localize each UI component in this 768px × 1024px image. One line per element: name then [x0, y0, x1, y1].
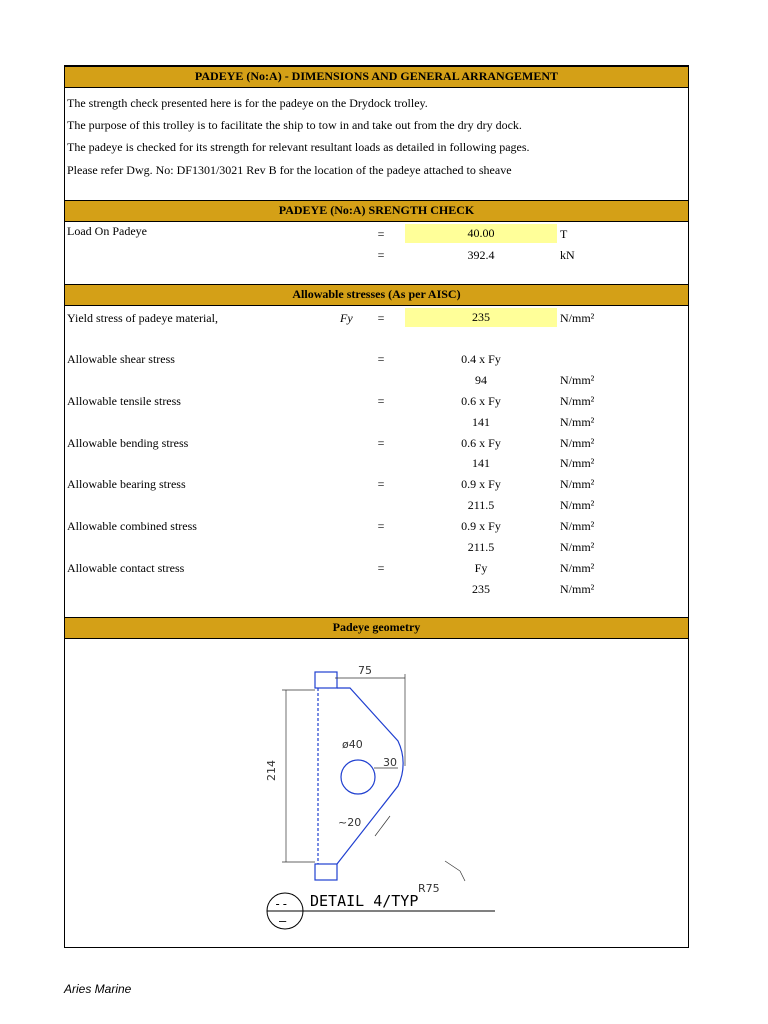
- bottom-plate: [315, 864, 337, 880]
- contact-equals: =: [377, 561, 385, 575]
- intro-line-2: The purpose of this trolley is to facilitate the ship to tow in and take out from the dry dry dock.: [67, 118, 522, 132]
- load-value-tonnes[interactable]: 40.00: [405, 224, 557, 243]
- intro-line-3: The padeye is checked for its strength for relevant resultant loads as detailed in following pages.: [67, 140, 530, 154]
- yield-value[interactable]: 235: [405, 308, 557, 327]
- intro-line-1: The strength check presented here is for the padeye on the Drydock trolley.: [67, 96, 428, 110]
- tensile-formula: 0.6 x Fy: [461, 394, 501, 408]
- section-header-dimensions: PADEYE (No:A) - DIMENSIONS AND GENERAL ARRANGEMENT: [65, 66, 688, 88]
- bending-label: Allowable bending stress: [67, 436, 189, 450]
- combined-equals: =: [377, 519, 385, 533]
- load-equals-2: =: [377, 248, 385, 262]
- dim-edge-text: 30: [383, 756, 397, 769]
- load-label: Load On Padeye: [67, 224, 147, 238]
- intro-line-4: Please refer Dwg. No: DF1301/3021 Rev B for the location of the padeye attached to sheave: [67, 163, 512, 177]
- contact-value-unit: N/mm²: [560, 582, 595, 596]
- dim-hole-text: ø40: [342, 738, 363, 751]
- yield-label: Yield stress of padeye material,: [67, 311, 218, 325]
- bending-value: 141: [472, 456, 490, 470]
- bending-formula-unit: N/mm²: [560, 436, 595, 450]
- section-header-strength-check: PADEYE (No:A) SRENGTH CHECK: [65, 200, 688, 222]
- contact-formula-unit: N/mm²: [560, 561, 595, 575]
- tensile-equals: =: [377, 394, 385, 408]
- section-header-geometry: Padeye geometry: [65, 617, 688, 639]
- calculation-sheet: [64, 65, 689, 948]
- bearing-value: 211.5: [467, 498, 495, 512]
- padeye-detail-svg: [260, 666, 520, 946]
- bearing-value-unit: N/mm²: [560, 498, 595, 512]
- radius-leader: [460, 871, 465, 881]
- section-header-allowable-stresses: Allowable stresses (As per AISC): [65, 284, 688, 306]
- tensile-label: Allowable tensile stress: [67, 394, 181, 408]
- load-unit-kn: kN: [560, 248, 575, 262]
- yield-equals: =: [377, 311, 385, 325]
- shear-value: 94: [475, 373, 487, 387]
- padeye-hole: [341, 760, 375, 794]
- shear-label: Allowable shear stress: [67, 352, 175, 366]
- bearing-label: Allowable bearing stress: [67, 477, 186, 491]
- bearing-formula-unit: N/mm²: [560, 477, 595, 491]
- tensile-formula-unit: N/mm²: [560, 394, 595, 408]
- detail-bottom-text: –: [279, 914, 287, 928]
- tensile-value: 141: [472, 415, 490, 429]
- tensile-value-unit: N/mm²: [560, 415, 595, 429]
- detail-top-text: --: [274, 897, 289, 911]
- bending-value-unit: N/mm²: [560, 456, 595, 470]
- top-plate: [315, 672, 337, 688]
- padeye-drawing: [260, 666, 520, 950]
- shear-equals: =: [377, 352, 385, 366]
- combined-label: Allowable combined stress: [67, 519, 197, 533]
- bending-equals: =: [377, 436, 385, 450]
- bending-formula: 0.6 x Fy: [461, 436, 501, 450]
- bearing-equals: =: [377, 477, 385, 491]
- dim-weld-text: ~20: [338, 816, 362, 829]
- dim-radius-text: R75: [418, 882, 440, 895]
- hole-leader: [375, 816, 390, 836]
- padeye-profile: [337, 688, 403, 864]
- radius-leader-2: [445, 861, 460, 871]
- dim-height-text: 214: [265, 760, 278, 781]
- contact-label: Allowable contact stress: [67, 561, 185, 575]
- bearing-formula: 0.9 x Fy: [461, 477, 501, 491]
- dim-width-text: 75: [358, 666, 372, 677]
- yield-unit: N/mm²: [560, 311, 595, 325]
- shear-formula: 0.4 x Fy: [461, 352, 501, 366]
- combined-value-unit: N/mm²: [560, 540, 595, 554]
- contact-value: 235: [472, 582, 490, 596]
- combined-value: 211.5: [467, 540, 495, 554]
- detail-label: DETAIL 4/TYP: [310, 892, 419, 910]
- shear-value-unit: N/mm²: [560, 373, 595, 387]
- combined-formula: 0.9 x Fy: [461, 519, 501, 533]
- yield-symbol: Fy: [340, 311, 353, 325]
- load-equals: =: [377, 227, 385, 241]
- combined-formula-unit: N/mm²: [560, 519, 595, 533]
- load-unit-tonnes: T: [560, 227, 568, 241]
- load-value-kn: 392.4: [467, 248, 495, 262]
- contact-formula: Fy: [474, 561, 488, 575]
- footer-company: Aries Marine: [64, 982, 132, 996]
